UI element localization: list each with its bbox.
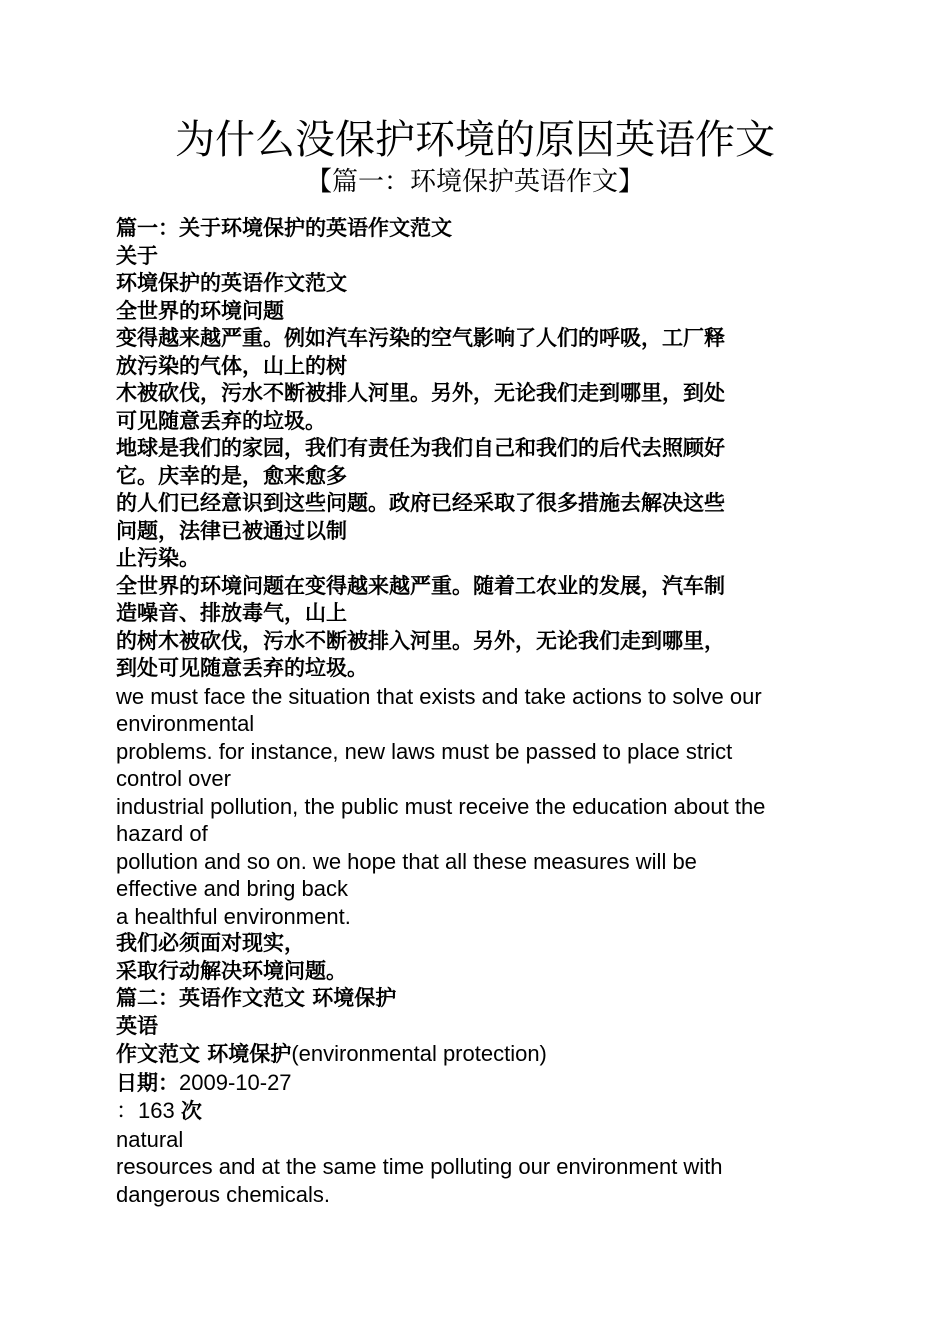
text-line: 英语 bbox=[116, 1013, 158, 1038]
text-line: industrial pollution, the public must receive the education about the bbox=[116, 793, 766, 819]
text-line: 木被砍伐，污水不断被排人河里。另外，无论我们走到哪里，到处 bbox=[116, 381, 725, 405]
text-line: 的树木被砍伐，污水不断被排入河里。另外，无论我们走到哪里， bbox=[116, 628, 725, 653]
text-line: 它。庆幸的是，愈来愈多 bbox=[116, 463, 347, 488]
text-line: dangerous chemicals. bbox=[116, 1181, 331, 1207]
text-line: 篇二：英语作文范文 环境保护 bbox=[116, 986, 397, 1010]
text-line: 变得越来越严重。例如汽车污染的空气影响了人们的呼吸，工厂释 bbox=[116, 326, 725, 350]
text-line bbox=[116, 1040, 832, 1069]
text-segment: (environmental protection) bbox=[291, 1041, 547, 1066]
document-subtitle: 【篇一：环境保护英语作文】 bbox=[305, 167, 644, 197]
text-line: resources and at the same time polluting our environment with bbox=[116, 1154, 723, 1179]
text-segment: 次 bbox=[180, 1099, 202, 1123]
text-line: 全世界的环境问题在变得越来越严重。随着工农业的发展，汽车制 bbox=[116, 573, 725, 598]
text-line: 问题，法律已被通过以制 bbox=[116, 518, 347, 543]
text-line: 全世界的环境问题 bbox=[116, 298, 284, 323]
text-line: 地球是我们的家园，我们有责任为我们自己和我们的后代去照顾好 bbox=[116, 436, 725, 460]
text-segment: ：163 bbox=[116, 1098, 181, 1123]
text-segment: 作文范文 环境保护 bbox=[116, 1042, 292, 1066]
text-line: 环境保护的英语作文范文 bbox=[116, 271, 347, 295]
text-line: 篇一：关于环境保护的英语作文范文 bbox=[116, 216, 452, 240]
text-line: 造噪音、排放毒气，山上 bbox=[116, 601, 347, 625]
text-line: natural bbox=[116, 1126, 184, 1152]
text-segment: 日期： bbox=[116, 1070, 179, 1095]
text-line: a healthful environment. bbox=[116, 903, 351, 929]
text-line: effective and bring back bbox=[116, 876, 348, 901]
text-line: 放污染的气体，山上的树 bbox=[116, 353, 347, 378]
text-line: pollution and so on. we hope that all these measures will be bbox=[116, 848, 697, 874]
text-line: 止污染。 bbox=[116, 546, 200, 570]
text-segment: 2009-10-27 bbox=[179, 1069, 292, 1095]
document-title: 为什么没保护环境的原因英语作文 bbox=[175, 117, 775, 163]
text-line: 到处可见随意丢弃的垃圾。 bbox=[116, 656, 368, 680]
text-line: control over bbox=[116, 766, 231, 791]
text-line bbox=[116, 1069, 832, 1098]
document-body bbox=[116, 215, 832, 1208]
text-line: 采取行动解决环境问题。 bbox=[116, 958, 347, 983]
text-line: 我们必须面对现实， bbox=[116, 931, 305, 955]
text-line: 的人们已经意识到这些问题。政府已经采取了很多措施去解决这些 bbox=[116, 491, 725, 515]
text-line: 关于 bbox=[116, 243, 158, 268]
text-line bbox=[116, 1097, 832, 1126]
text-line: 可见随意丢弃的垃圾。 bbox=[116, 408, 326, 433]
text-line: problems. for instance, new laws must be passed to place strict bbox=[116, 738, 733, 764]
text-line: we must face the situation that exists and take actions to solve our bbox=[116, 683, 762, 709]
text-line: hazard of bbox=[116, 821, 208, 846]
text-line: environmental bbox=[116, 711, 255, 736]
